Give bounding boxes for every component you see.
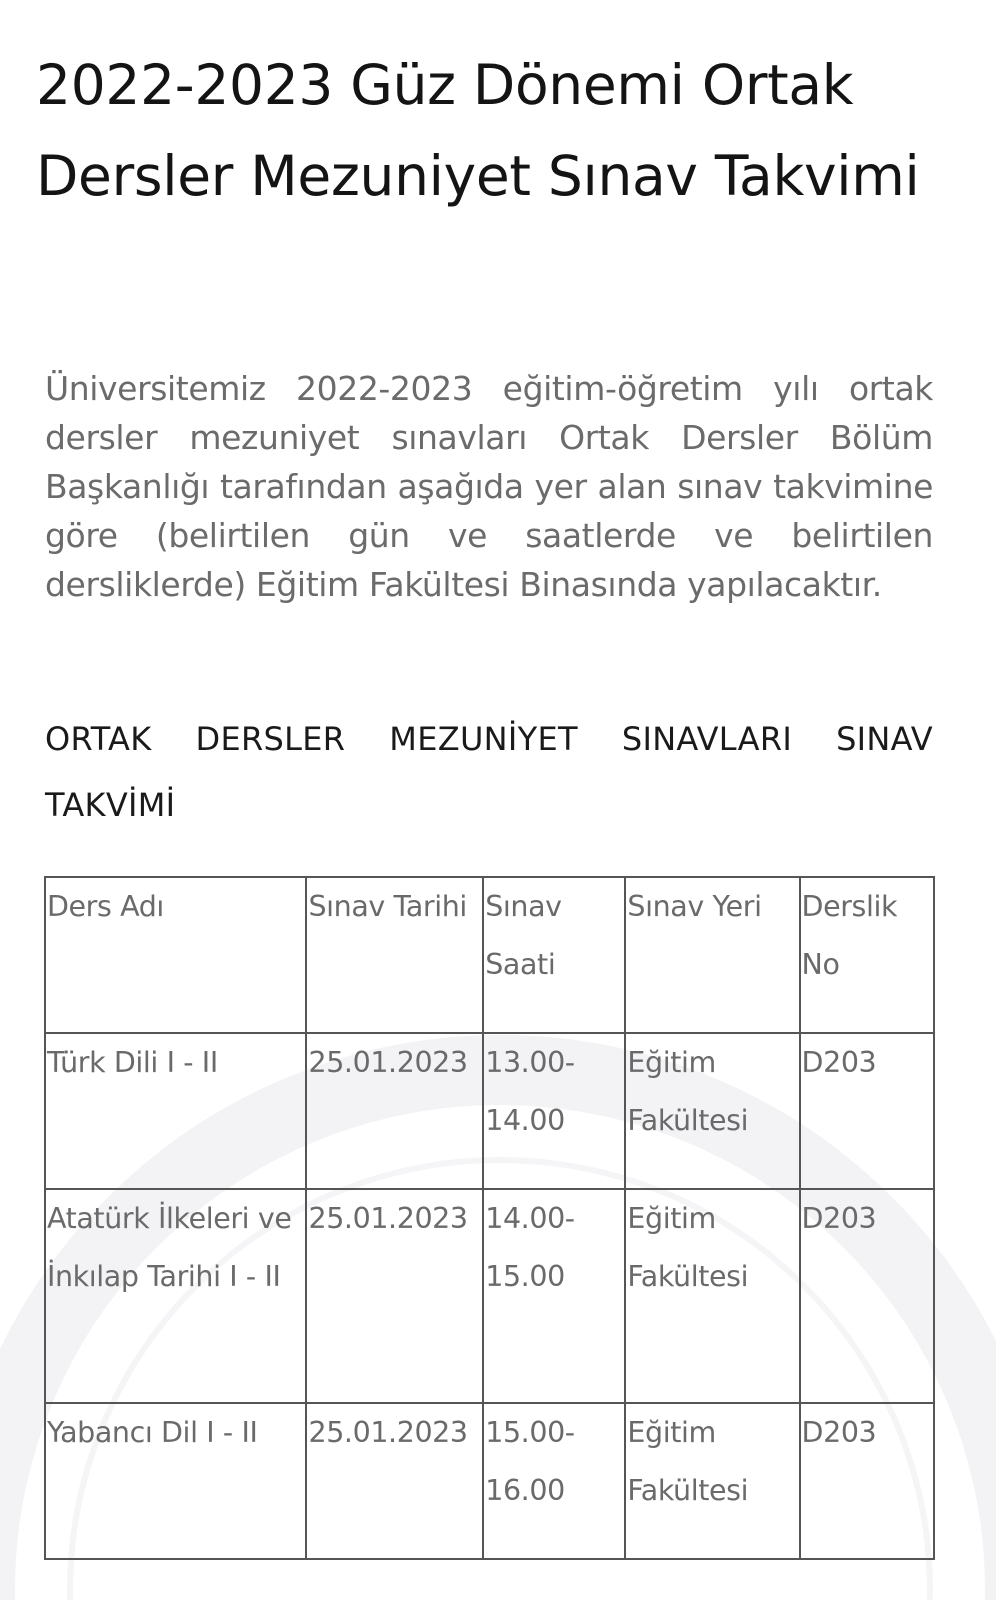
cell-exam-date: 25.01.2023 (306, 1033, 483, 1189)
exam-schedule-table (44, 876, 935, 1560)
table-row (45, 1189, 934, 1403)
cell-classroom-no: D203 (800, 1403, 934, 1559)
intro-paragraph: Üniversitemiz 2022-2023 eğitim-öğretim yılı ortak dersler mezuniyet sınavları Ortak Dersler Bölüm Başkanlığı tarafından aşağıda yer alan sınav takvimine göre (belirtilen gün ve saatlerde ve belirtilen dersliklerde) Eğitim Fakültesi Binasında yapılacaktır. (45, 369, 933, 604)
cell-exam-date: 25.01.2023 (306, 1189, 483, 1403)
cell-course-name: Yabancı Dil I - II (45, 1403, 306, 1559)
cell-exam-date: 25.01.2023 (306, 1403, 483, 1559)
cell-exam-time: 15.00-16.00 (483, 1403, 625, 1559)
cell-classroom-no: D203 (800, 1033, 934, 1189)
cell-exam-location: Eğitim Fakültesi (625, 1033, 799, 1189)
cell-exam-location: Eğitim Fakültesi (625, 1403, 799, 1559)
section-subtitle: ORTAK DERSLER MEZUNİYET SINAVLARI SINAV TAKVİMİ (45, 720, 933, 824)
table-row (45, 1033, 934, 1189)
header-classroom-no: Derslik No (800, 877, 934, 1033)
table-row (45, 1403, 934, 1559)
page-title: 2022-2023 Güz Dönemi Ortak Dersler Mezuniyet Sınav Takvimi (36, 53, 920, 208)
cell-classroom-no: D203 (800, 1189, 934, 1403)
cell-course-name: Türk Dili I - II (45, 1033, 306, 1189)
header-course-name: Ders Adı (45, 877, 306, 1033)
cell-exam-time: 14.00-15.00 (483, 1189, 625, 1403)
header-exam-location: Sınav Yeri (625, 877, 799, 1033)
cell-exam-location: Eğitim Fakültesi (625, 1189, 799, 1403)
cell-exam-time: 13.00-14.00 (483, 1033, 625, 1189)
table-header-row (45, 877, 934, 1033)
header-exam-date: Sınav Tarihi (306, 877, 483, 1033)
header-exam-time: Sınav Saati (483, 877, 625, 1033)
cell-course-name: Atatürk İlkeleri ve İnkılap Tarihi I - II (45, 1189, 306, 1403)
